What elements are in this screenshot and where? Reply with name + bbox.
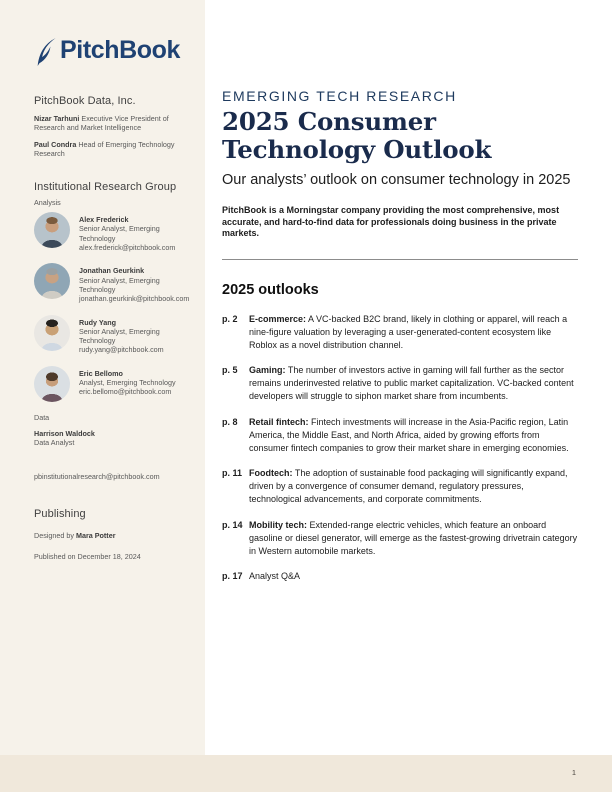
list-item <box>34 366 191 402</box>
person-role: Executive Vice President of Research and Market Intelligence <box>34 114 169 133</box>
toc-topic: Foodtech: <box>249 468 293 478</box>
toc-page-number: p. 2 <box>222 313 238 324</box>
toc-page-number: p. 11 <box>222 468 243 478</box>
report-category: EMERGING TECH RESEARCH <box>222 88 457 104</box>
analyst-avatar <box>34 366 70 402</box>
data-person <box>34 429 191 448</box>
sidebar-org-title: PitchBook Data, Inc. <box>34 95 136 107</box>
analyst-name: Rudy Yang <box>79 317 117 327</box>
table-of-contents <box>222 313 578 584</box>
logo-wordmark: PitchBook <box>60 36 181 64</box>
page-subtitle: Our analysts’ outlook on consumer technology in 2025 <box>222 172 571 188</box>
analyst-email: eric.bellomo@pitchbook.com <box>79 387 172 397</box>
toc-page-number: p. 14 <box>222 519 243 530</box>
designer-name: Mara Potter <box>75 531 116 541</box>
analyst-role: Senior Analyst, Emerging Technology <box>79 326 160 346</box>
analyst-avatar <box>34 212 70 248</box>
toc-page-number: p. 8 <box>222 416 238 427</box>
outlooks-heading: 2025 outlooks <box>222 281 319 298</box>
toc-summary: Extended-range electric vehicles, which feature an onboard gasoline or diesel generator, will emerge as the fastest-growing drivetrain category in Western automobile markets. <box>249 519 578 556</box>
toc-entry-gaming <box>222 364 578 403</box>
list-item <box>34 315 191 355</box>
analyst-list <box>34 212 191 402</box>
sidebar <box>0 0 205 755</box>
analyst-email: rudy.yang@pitchbook.com <box>79 345 164 355</box>
pitchbook-logo <box>34 36 191 66</box>
toc-entry-analyst-qa <box>222 570 578 583</box>
publishing-title: Publishing <box>34 508 86 521</box>
analyst-email: alex.frederick@pitchbook.com <box>79 243 176 253</box>
toc-topic: Gaming: <box>249 365 286 375</box>
divider <box>222 259 578 260</box>
toc-summary: Fintech investments will increase in the Asia-Pacific region, Latin America, the Middle East, and North Africa, aided by growing efforts from consumer fintech companies to grow their market share in emerging economies. <box>249 416 569 453</box>
toc-entry-foodtech <box>222 467 578 506</box>
person-role: Data Analyst <box>34 438 75 448</box>
main-content <box>222 0 578 596</box>
analyst-name: Alex Frederick <box>79 215 129 225</box>
toc-summary: The number of investors active in gaming will fall further as the sector remains underinvested relative to public market capitalization. VC-backed content developers will struggle to siphon market share from incumbents. <box>249 365 574 401</box>
analyst-role: Analyst, Emerging Technology <box>79 378 176 388</box>
person-name: Paul Condra <box>34 139 77 149</box>
analyst-role: Senior Analyst, Emerging Technology <box>79 275 160 294</box>
person-name: Nizar Tarhuni <box>34 114 80 123</box>
toc-page-number: p. 5 <box>222 365 238 375</box>
toc-page-number: p. 17 <box>222 571 243 581</box>
toc-summary: Analyst Q&A <box>249 571 301 581</box>
analyst-avatar <box>34 315 70 351</box>
sidebar-research-group-title: Institutional Research Group <box>34 181 177 194</box>
org-person <box>34 114 191 133</box>
analyst-role: Senior Analyst, Emerging Technology <box>79 224 160 243</box>
analyst-email: jonathan.geurkink@pitchbook.com <box>79 294 190 304</box>
toc-entry-ecommerce <box>222 313 578 352</box>
designed-by: Designed by Mara Potter <box>34 531 116 541</box>
list-item <box>34 263 191 303</box>
toc-topic: Retail fintech: <box>249 416 309 427</box>
person-role: Head of Emerging Technology Research <box>34 139 175 158</box>
toc-summary: A VC-backed B2C brand, likely in clothing or apparel, will reach a nine-figure valuation by leveraging a user-generated-content ecosystem like Roblox as a novel distribution channel. <box>249 313 568 350</box>
contact-email: pbinstitutionalresearch@pitchbook.com <box>34 472 160 482</box>
toc-topic: E-commerce: <box>249 313 307 324</box>
published-date: Published on December 18, 2024 <box>34 552 141 562</box>
analysis-label: Analysis <box>34 198 61 208</box>
analyst-name: Eric Bellomo <box>79 368 123 378</box>
toc-summary: The adoption of sustainable food packaging will significantly expand, driven by a convergence of consumer demand, regulatory pressures, technological advancements, and corporate commitments. <box>249 468 568 504</box>
person-name: Harrison Waldock <box>34 428 95 438</box>
org-person <box>34 140 191 159</box>
list-item <box>34 212 191 252</box>
toc-entry-mobility-tech <box>222 519 578 558</box>
toc-entry-retail-fintech <box>222 416 578 455</box>
pitchbook-feather-icon <box>34 37 57 66</box>
page-title: 2025 Consumer Technology Outlook <box>222 107 492 164</box>
analyst-avatar <box>34 263 70 299</box>
data-label: Data <box>34 412 50 422</box>
analyst-name: Jonathan Geurkink <box>79 266 145 276</box>
page-footer <box>0 755 612 792</box>
page-number: 1 <box>571 768 576 777</box>
toc-topic: Mobility tech: <box>249 519 307 530</box>
intro-paragraph: PitchBook is a Morningstar company providing the most comprehensive, most accurate, and hard-to-find data for professionals doing business in the private markets. <box>222 205 560 238</box>
